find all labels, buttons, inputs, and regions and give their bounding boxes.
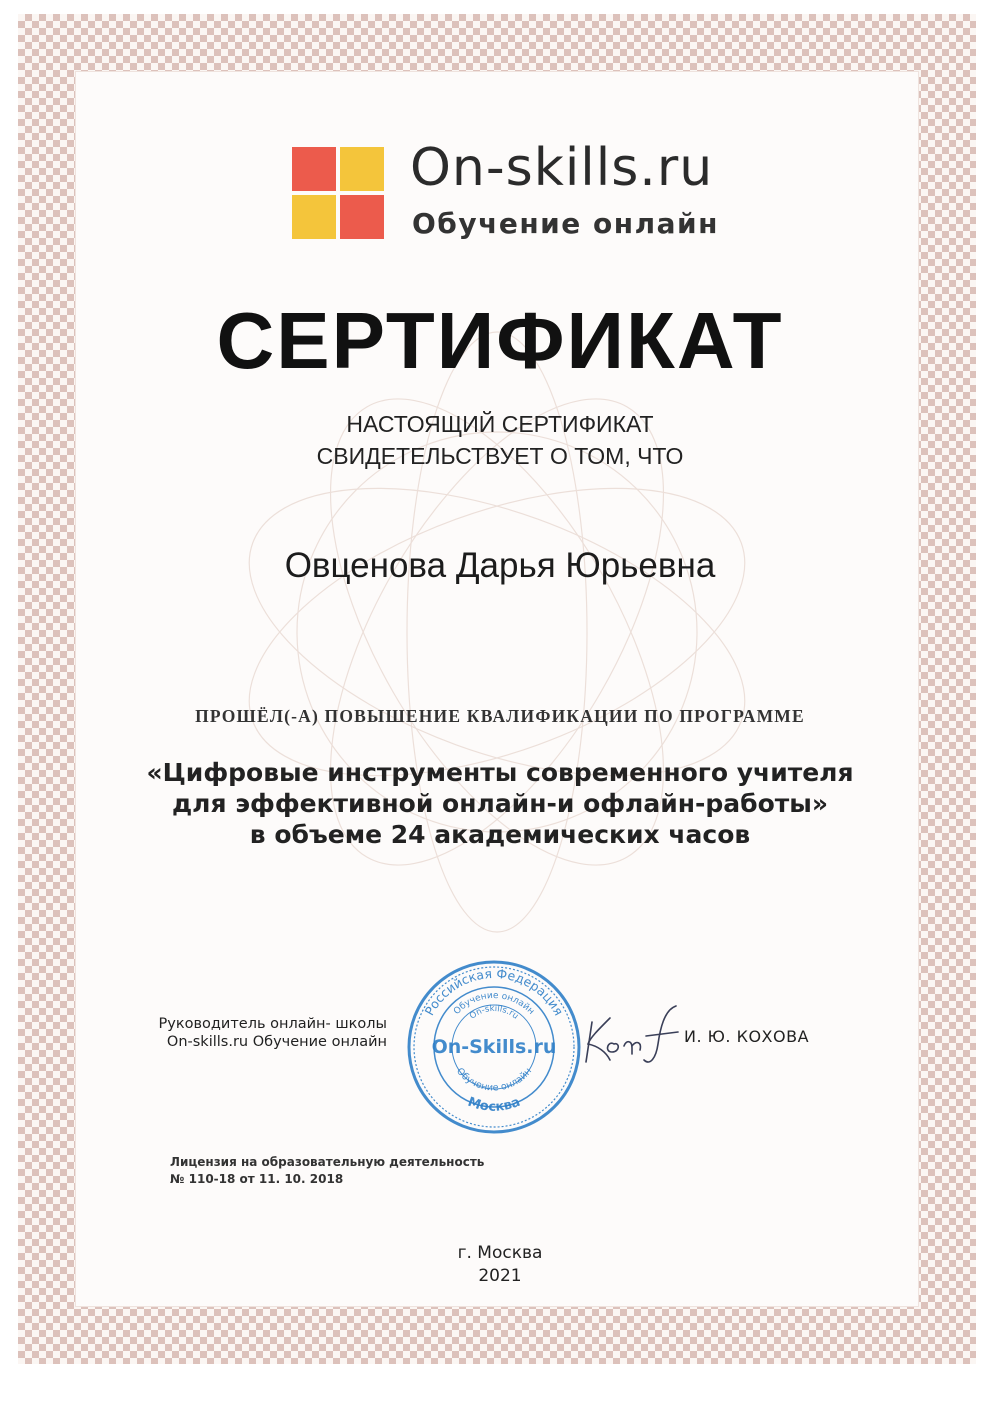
stamp-inner-top: Обучение онлайн [452, 990, 536, 1017]
stamp-outer-bottom: Москва [465, 1094, 523, 1115]
issue-city: г. Москва [457, 1243, 543, 1263]
subtitle-line-1: НАСТОЯЩИЙ СЕРТИФИКАТ [346, 411, 654, 437]
logo-square-red [340, 195, 384, 239]
program-line-3: в объеме 24 академических часов [249, 820, 751, 849]
stamp-inner-bottom: Обучение онлайн [453, 1065, 535, 1094]
signatory-role [152, 1015, 387, 1051]
signer-name: И. Ю. КОХОВА [684, 1027, 810, 1046]
brand-tagline: Обучение онлайн [412, 207, 719, 240]
program-line-2: для эффективной онлайн-и офлайн-работы» [171, 789, 829, 818]
certificate-title: СЕРТИФИКАТ [216, 296, 784, 385]
stamp-center: On-Skills.ru [431, 1036, 557, 1058]
logo-square-yellow [292, 195, 336, 239]
handwritten-signature [580, 1000, 690, 1070]
issue-year: 2021 [478, 1266, 522, 1286]
issue-place-date [0, 1242, 1000, 1288]
role-line-2: On-skills.ru Обучение онлайн [166, 1034, 387, 1050]
program-line-1: «Цифровые инструменты современного учителя [146, 758, 854, 787]
official-stamp [405, 958, 583, 1136]
license-line-2: № 110-18 от 11. 10. 2018 [170, 1172, 344, 1186]
stamp-outer-top: Российская Федерация [421, 965, 567, 1019]
program-title [0, 757, 1000, 850]
certificate-subtitle [0, 408, 1000, 472]
recipient-name: Овценова Дарья Юрьевна [284, 546, 716, 585]
stamp-small-top: On-skills.ru [467, 1003, 521, 1022]
logo-square-red [292, 147, 336, 191]
passed-statement: ПРОШЁЛ(-А) ПОВЫШЕНИЕ КВАЛИФИКАЦИИ ПО ПРОГРАММЕ [195, 706, 805, 726]
role-line-1: Руководитель онлайн- школы [158, 1016, 387, 1032]
subtitle-line-2: СВИДЕТЕЛЬСТВУЕТ О ТОМ, ЧТО [316, 443, 684, 469]
brand-name: On-skills.ru [410, 138, 714, 198]
logo-square-yellow [340, 147, 384, 191]
license-line-1: Лицензия на образовательную деятельность [170, 1155, 485, 1169]
license-info [170, 1154, 484, 1188]
logo-icon [292, 147, 386, 241]
